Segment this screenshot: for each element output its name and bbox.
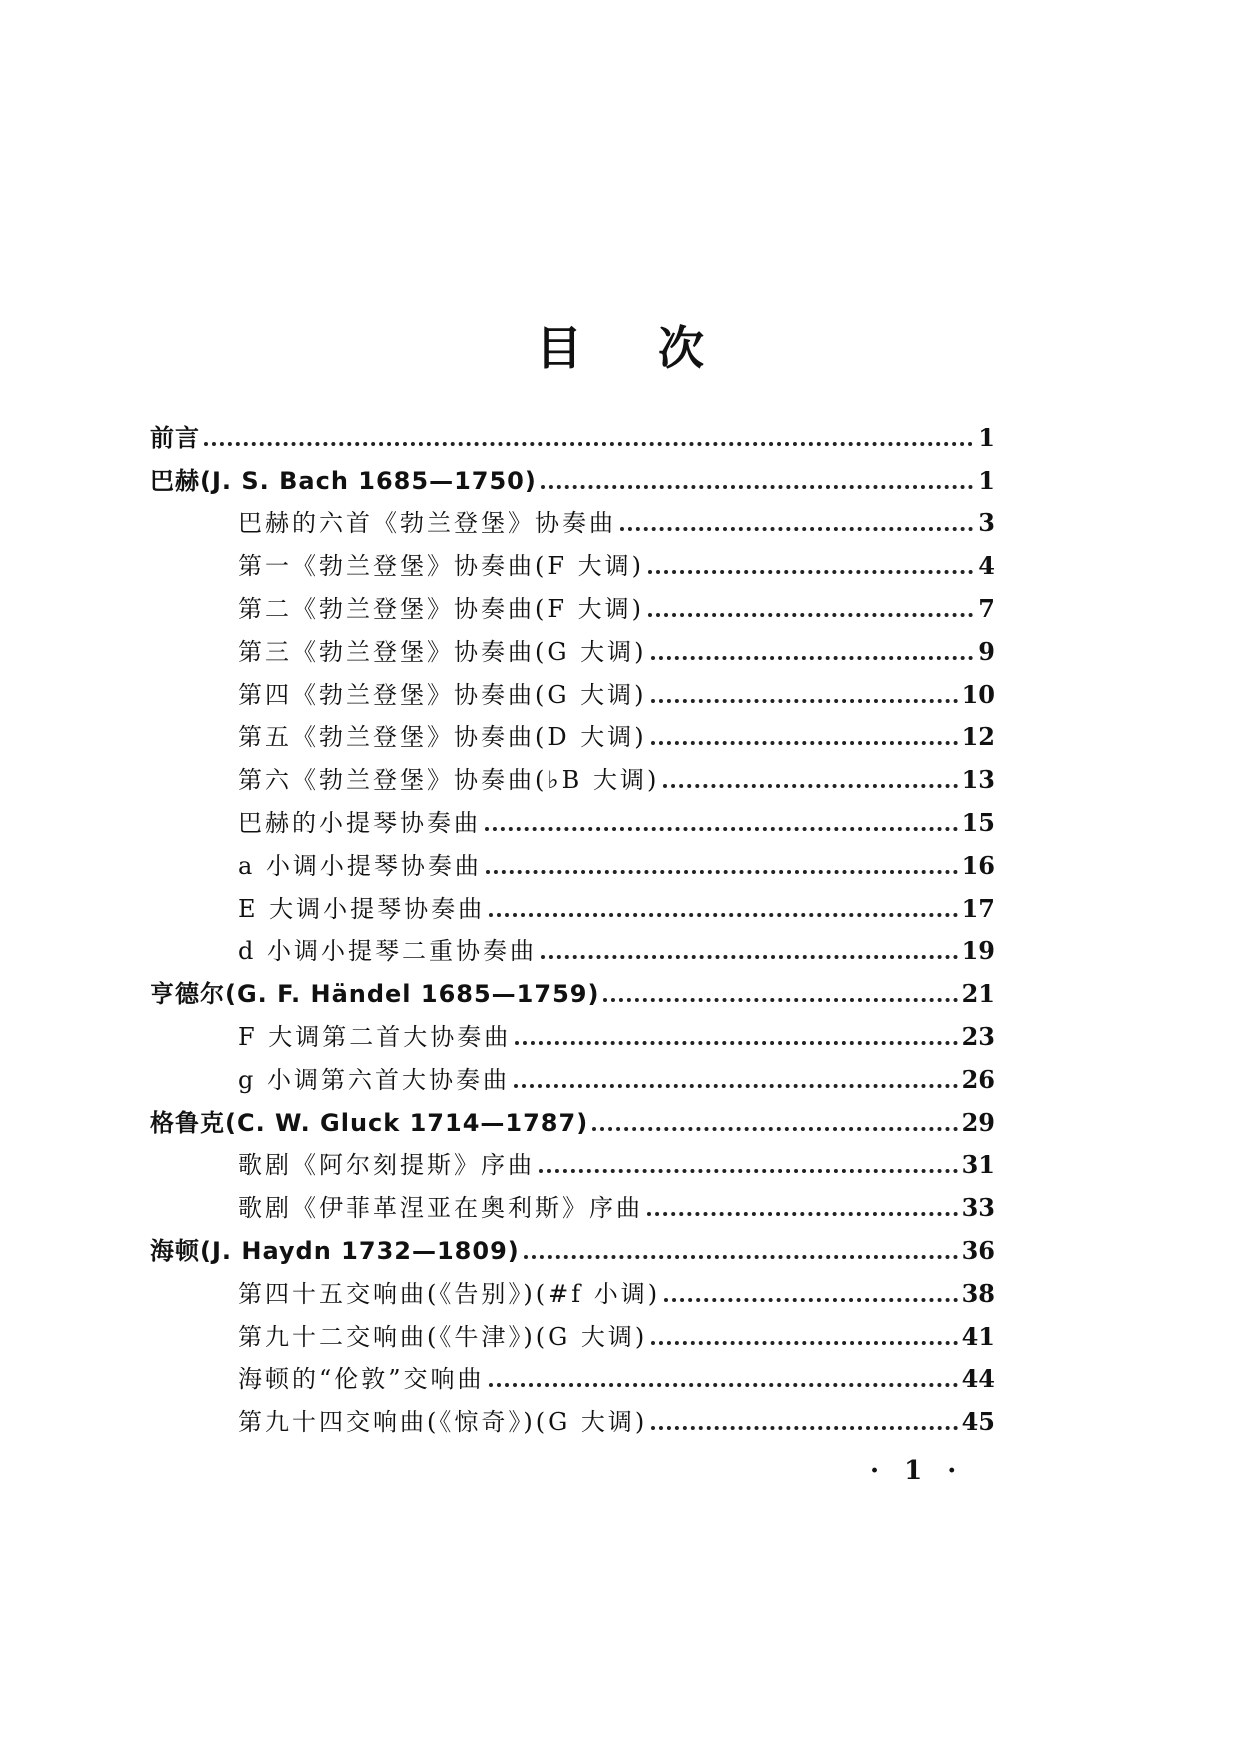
toc-entry [150, 1266, 995, 1309]
toc-entry-label: 歌剧《伊菲革涅亚在奥利斯》序曲 [238, 1194, 643, 1223]
toc-entry [150, 966, 995, 1009]
toc-entry-label: E 大调小提琴协奏曲 [238, 894, 486, 923]
toc-entry-page: 33 [961, 1193, 995, 1223]
toc-entry [150, 1223, 995, 1266]
dot-leader [603, 998, 957, 1002]
toc-entry-page: 19 [961, 936, 995, 966]
toc-entry-page: 16 [961, 850, 995, 880]
dot-leader [663, 784, 957, 788]
toc-entry-page: 45 [961, 1407, 995, 1437]
dot-leader [204, 442, 973, 446]
toc-entry-label: 亨德尔(G. F. Händel 1685—1759) [150, 980, 600, 1009]
toc-entry [150, 838, 995, 881]
toc-entry-label: 第九十四交响曲(《惊奇》)(G 大调) [238, 1408, 648, 1437]
toc-entry-page: 12 [961, 722, 995, 752]
toc-entry-label: 第四《勃兰登堡》协奏曲(G 大调) [238, 680, 647, 709]
toc-entry-page: 21 [961, 979, 995, 1009]
toc-entry-page: 9 [978, 636, 995, 666]
toc-entry [150, 496, 995, 539]
toc-entry-label: 第六《勃兰登堡》协奏曲(♭B 大调) [238, 766, 660, 795]
toc-entry-page: 38 [961, 1278, 995, 1308]
dot-leader [648, 570, 973, 574]
toc-entry-label: 巴赫的小提琴协奏曲 [238, 808, 481, 837]
toc-entry-page: 1 [978, 465, 995, 495]
dot-leader [651, 1426, 957, 1430]
dot-leader [664, 1298, 958, 1302]
toc-entry [150, 752, 995, 795]
toc-entry [150, 924, 995, 967]
toc-entry [150, 410, 995, 453]
toc-entry [150, 881, 995, 924]
toc-entry-page: 17 [961, 893, 995, 923]
dot-leader [486, 870, 958, 874]
toc-entry-label: F 大调第二首大协奏曲 [238, 1022, 512, 1051]
dot-leader [651, 699, 958, 703]
toc-entry [150, 1309, 995, 1352]
toc-entry-label: 第一《勃兰登堡》协奏曲(F 大调) [238, 552, 645, 581]
dot-leader [541, 485, 973, 489]
page-title [0, 312, 1240, 378]
toc-entry [150, 1052, 995, 1095]
dot-leader [592, 1127, 957, 1131]
toc-entry-page: 29 [961, 1107, 995, 1137]
dot-leader [524, 1255, 958, 1259]
toc-entry-page: 3 [978, 508, 995, 538]
toc-entry-page: 23 [961, 1021, 995, 1051]
toc-entry-label: 第九十二交响曲(《牛津》)(G 大调) [238, 1322, 648, 1351]
dot-leader [489, 913, 957, 917]
dot-leader [485, 827, 958, 831]
toc-entry-page: 1 [978, 422, 995, 452]
dot-leader [651, 741, 958, 745]
toc-entry-label: 巴赫(J. S. Bach 1685—1750) [150, 466, 537, 495]
toc-entry-label: 格鲁克(C. W. Gluck 1714—1787) [150, 1108, 589, 1137]
toc-entry-label: 海顿(J. Haydn 1732—1809) [150, 1236, 520, 1265]
toc-entry-label: 海顿的“伦敦”交响曲 [238, 1365, 485, 1394]
toc-entry-label: 歌剧《阿尔刻提斯》序曲 [238, 1151, 535, 1180]
title-char: 次 [658, 321, 704, 375]
toc-entry [150, 1095, 995, 1138]
dot-leader [651, 1341, 957, 1345]
toc-entry-page: 13 [961, 765, 995, 795]
toc-entry [150, 453, 995, 496]
dot-leader [647, 1212, 958, 1216]
dot-leader [539, 1169, 958, 1173]
toc-entry-page: 26 [961, 1064, 995, 1094]
toc-entry [150, 538, 995, 581]
toc-entry [150, 1394, 995, 1437]
dot-leader [515, 1041, 957, 1045]
toc-entry-page: 31 [961, 1150, 995, 1180]
toc-entry-page: 36 [961, 1235, 995, 1265]
dot-leader [514, 1084, 958, 1088]
toc-entry-label: a 小调小提琴协奏曲 [238, 851, 482, 880]
toc-entry [150, 795, 995, 838]
toc-entry [150, 581, 995, 624]
toc-entry [150, 1180, 995, 1223]
toc-entry-label: d 小调小提琴二重协奏曲 [238, 937, 537, 966]
toc-entry [150, 624, 995, 667]
toc-entry [150, 710, 995, 753]
toc-entry-label: 第五《勃兰登堡》协奏曲(D 大调) [238, 723, 647, 752]
toc-entry-page: 7 [978, 593, 995, 623]
toc-entry [150, 1352, 995, 1395]
toc-entry-page: 44 [961, 1364, 995, 1394]
toc-entry-label: 前言 [150, 423, 200, 452]
dot-leader [541, 955, 958, 959]
toc-entry [150, 667, 995, 710]
dot-leader [648, 613, 973, 617]
toc-entry-page: 4 [978, 551, 995, 581]
toc-entry-page: 10 [961, 679, 995, 709]
toc-entry-label: 第四十五交响曲(《告别》)(#f 小调) [238, 1279, 661, 1308]
toc-entry-label: 第二《勃兰登堡》协奏曲(F 大调) [238, 594, 645, 623]
dot-leader [489, 1383, 958, 1387]
page-number: · 1 · [870, 1456, 965, 1486]
toc-entry-label: g 小调第六首大协奏曲 [238, 1065, 510, 1094]
dot-leader [651, 656, 973, 660]
toc-entry [150, 1009, 995, 1052]
dot-leader [620, 527, 973, 531]
toc-entry-page: 15 [961, 807, 995, 837]
table-of-contents [150, 410, 995, 1437]
toc-entry-label: 第三《勃兰登堡》协奏曲(G 大调) [238, 637, 647, 666]
toc-entry [150, 1138, 995, 1181]
toc-entry-page: 41 [961, 1321, 995, 1351]
title-char: 目 [536, 321, 582, 375]
toc-entry-label: 巴赫的六首《勃兰登堡》协奏曲 [238, 509, 616, 538]
